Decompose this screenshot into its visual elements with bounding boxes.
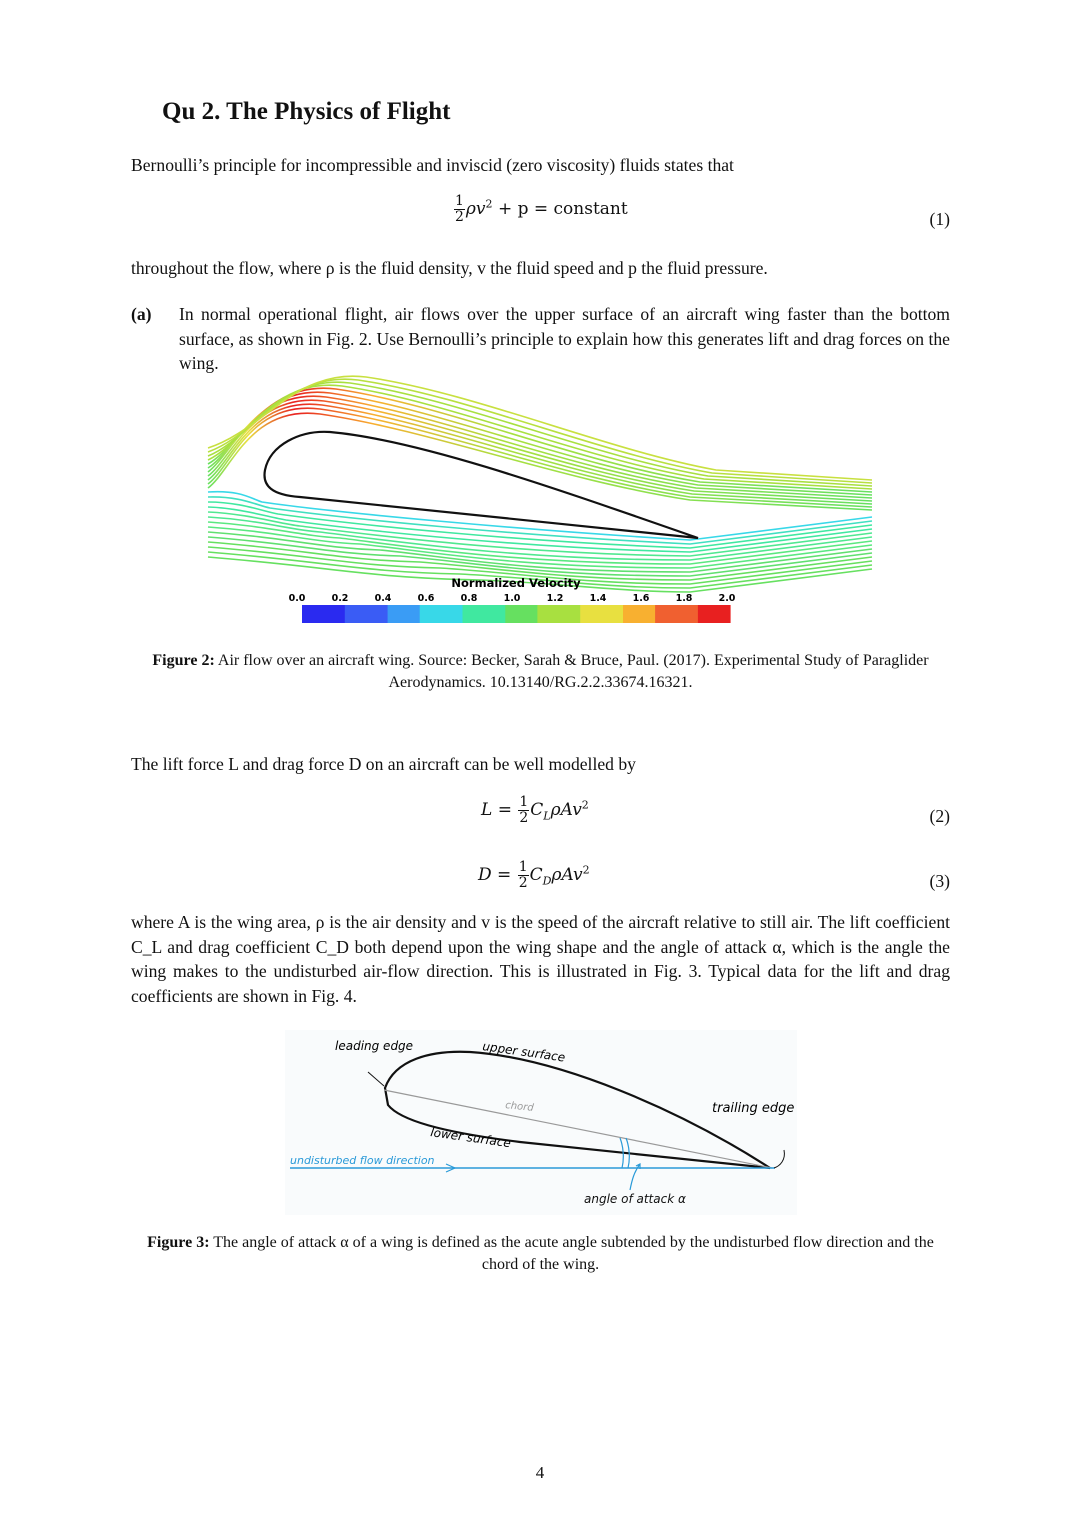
colorbar-tick: 0.8 [460, 593, 478, 604]
eq1-number: (1) [929, 209, 950, 229]
equation-3: D = $\frac{1}{2}$ $C_D\rho Av^2$ (3) [478, 859, 950, 891]
figure-3-caption [131, 1232, 950, 1276]
eq2-number: (2) [929, 806, 950, 826]
question-title: Qu 2. The Physics of Flight [162, 98, 451, 125]
colorbar-tick: 0.6 [417, 593, 435, 604]
equation-2: L = $\frac{1}{2}$ $C_L\rho Av^2$ (2) [481, 794, 950, 826]
undisturbed-flow-label: undisturbed flow direction [290, 1154, 435, 1167]
colorbar-tick: 1.0 [503, 593, 521, 604]
figure-2-caption-text: Air flow over an aircraft wing. Source: Becker, Sarah & Bruce, Paul. (2017). Experimental Study of Paraglider Aerodynamics. 10.13140/RG.2.2.33674.16321. [217, 652, 929, 691]
colorbar-tick: 1.2 [546, 593, 564, 604]
colorbar-tick: 1.6 [632, 593, 650, 604]
eq3-number: (3) [929, 871, 950, 891]
part-a-label: (a) [131, 304, 152, 324]
colorbar-tick: 0.2 [331, 593, 349, 604]
where-paragraph: where A is the wing area, ρ is the air density and v is the speed of the aircraft relative to still air. The lift coefficient C_L and drag coefficient C_D both depend upon the wing shape and the angle of attack α, which is the angle the wing makes to the undisturbed air-flow direction. This is illustrated in Fig. 3. Typical data for the lift and drag coefficients are shown in Fig. 4. [131, 912, 950, 1006]
colorbar-tick: 2.0 [718, 593, 736, 604]
leading-edge-label: leading edge [335, 1039, 414, 1053]
lower-surface-label: lower surface [429, 1125, 512, 1151]
eq1-rhs: + p = constant [497, 199, 628, 219]
chord-label: chord [504, 1100, 535, 1114]
intro-text: Bernoulli’s principle for incompressible and inviscid (zero viscosity) fluids states that [131, 155, 734, 175]
colorbar-tick: 0.0 [288, 593, 306, 604]
figure-3-caption-text: The angle of attack α of a wing is defined as the acute angle subtended by the undisturbed flow direction and the chord of the wing. [213, 1234, 934, 1273]
figure-3-caption-label: Figure 3: [147, 1234, 210, 1251]
colorbar-tick: 1.8 [675, 593, 693, 604]
angle-of-attack-label: angle of attack α [584, 1192, 686, 1206]
equation-1: $\frac{1}{2}$ $\rho v^2 + p$ = constant (1) [455, 193, 950, 229]
colorbar-tick: 0.4 [374, 593, 392, 604]
upper-surface-label: upper surface [481, 1039, 567, 1065]
figure-2-caption-label: Figure 2: [152, 652, 215, 669]
colorbar-title: Normalized Velocity [451, 576, 581, 590]
part-a-text: In normal operational flight, air flows over the upper surface of an aircraft wing faster than the bottom surface, as shown in Fig. 2. Use Bernoulli’s principle to explain how this generates lift and drag forces on the wing. [179, 304, 950, 374]
lift-drag-intro: The lift force L and drag force D on an aircraft can be well modelled by [131, 754, 636, 774]
page-number: 4 [535, 1463, 545, 1482]
trailing-edge-label: trailing edge [712, 1101, 795, 1116]
colorbar-tick: 1.4 [589, 593, 607, 604]
eq3-lhs: D [478, 865, 492, 885]
eq2-lhs: L [481, 800, 493, 820]
after-eq1-text: throughout the flow, where ρ is the fluid density, v the fluid speed and p the fluid pressure. [131, 258, 768, 278]
